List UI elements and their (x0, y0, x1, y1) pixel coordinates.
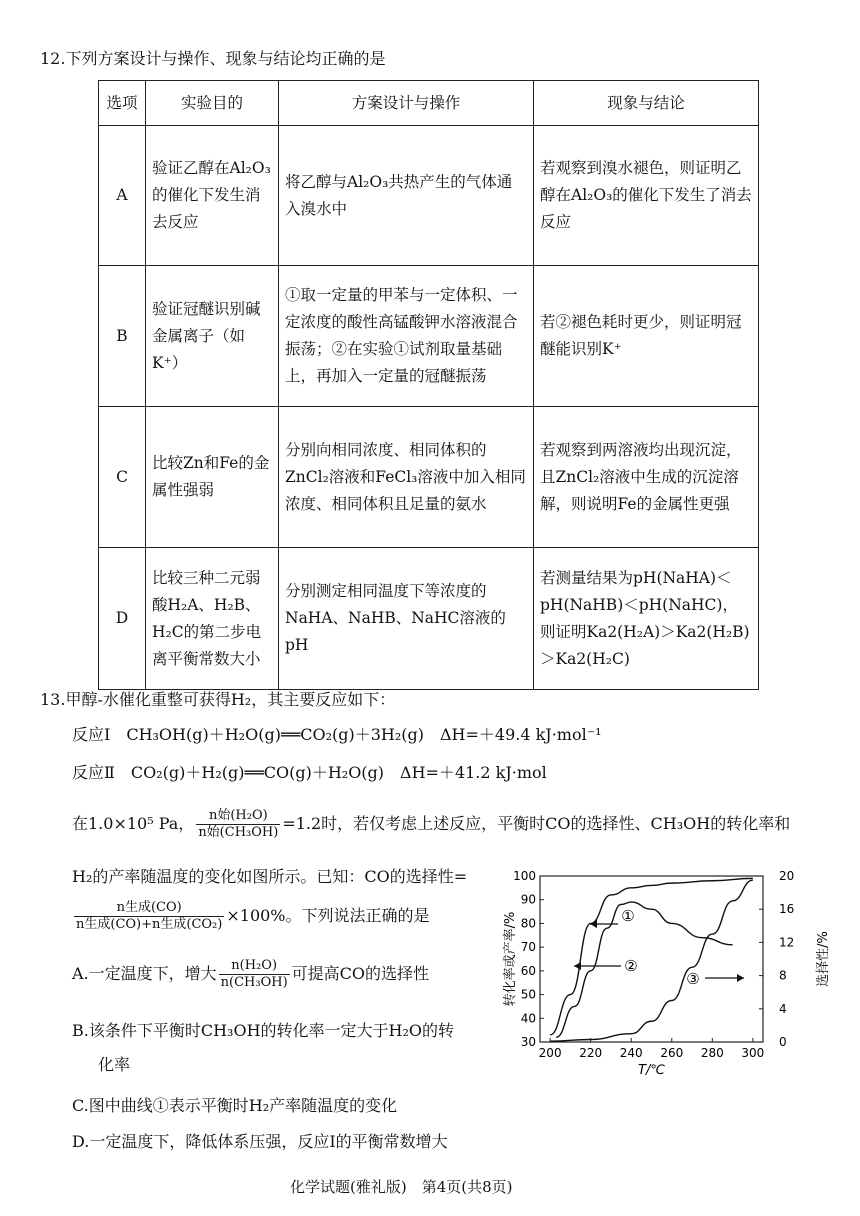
selectivity-denominator: n生成(CO)+n生成(CO₂) (76, 917, 223, 932)
reaction-2: 反应Ⅱ CO₂(g)＋H₂(g)══CO(g)＋H₂O(g) ΔH=＋41.2 kJ·mol (72, 763, 547, 782)
header-option: 选项 (99, 81, 146, 126)
curve-label-3: ③ (686, 970, 700, 988)
q13-stem: 13.甲醇-水催化重整可获得H₂，其主要反应如下： (40, 690, 396, 709)
experiment-table (98, 80, 759, 690)
condition-post: =1.2时，若仅考虑上述反应，平衡时CO的选择性、CH₃OH的转化率和 (282, 814, 791, 833)
x-tick-label: 200 (538, 1046, 562, 1060)
row-purpose: 比较Zn和Fe的金属性强弱 (146, 407, 279, 548)
y-left-tick-label: 30 (520, 1035, 536, 1049)
q12-stem: 12.下列方案设计与操作、现象与结论均正确的是 (40, 49, 386, 68)
y-right-tick-label: 20 (779, 869, 795, 883)
y-right-axis-label: 选择性/% (816, 931, 831, 987)
y-left-tick-label: 100 (513, 869, 536, 883)
header-purpose: 实验目的 (146, 81, 279, 126)
option-b-line2: 化率 (98, 1055, 131, 1074)
reaction-1: 反应Ⅰ CH₃OH(g)＋H₂O(g)══CO₂(g)＋3H₂(g) ΔH=＋49.4 kJ·mol⁻¹ (72, 725, 602, 744)
option-c[interactable]: C.图中曲线①表示平衡时H₂产率随温度的变化 (72, 1096, 398, 1115)
arrow-1-head (590, 920, 597, 928)
curve-label-2: ② (624, 957, 638, 975)
selectivity-formula (72, 900, 430, 933)
row-purpose: 验证冠醚识别碱金属离子（如K⁺） (146, 266, 279, 407)
curve-label-1: ① (621, 907, 635, 925)
y-right-tick-label: 0 (779, 1035, 787, 1049)
y-right-tick-label: 12 (779, 935, 795, 950)
row-option: C (99, 407, 146, 548)
temperature-chart (500, 858, 840, 1080)
row-result: 若②褪色耗时更少，则证明冠醚能识别K⁺ (534, 266, 759, 407)
ratio-numerator: n始(H₂O) (196, 808, 280, 825)
option-b-line1[interactable]: B.该条件下平衡时CH₃OH的转化率一定大于H₂O的转 (72, 1021, 455, 1040)
row-purpose: 比较三种二元弱酸H₂A、H₂B、H₂C的第二步电离平衡常数大小 (146, 548, 279, 690)
table-header-row (99, 81, 759, 126)
row-result: 若观察到两溶液均出现沉淀，且ZnCl₂溶液中生成的沉淀溶解，则说明Fe的金属性更强 (534, 407, 759, 548)
option-a-numerator: n(H₂O) (219, 958, 290, 975)
row-design: 分别向相同浓度、相同体积的ZnCl₂溶液和FeCl₃溶液中加入相同浓度、相同体积且足量的氨水 (279, 407, 534, 548)
y-left-tick-label: 60 (520, 963, 536, 978)
x-tick-label: 260 (660, 1046, 684, 1060)
series-line-2 (556, 902, 732, 1037)
header-result: 现象与结论 (534, 81, 759, 126)
series-line-1 (550, 878, 753, 1035)
selectivity-fraction (74, 900, 224, 933)
row-purpose: 验证乙醇在Al₂O₃的催化下发生消去反应 (146, 126, 279, 266)
row-option: B (99, 266, 146, 407)
ratio-fraction (196, 808, 280, 841)
arrow-2-head (574, 962, 581, 970)
row-option: A (99, 126, 146, 266)
y-left-tick-label: 40 (520, 1011, 536, 1026)
row-result: 若观察到溴水褪色，则证明乙醇在Al₂O₃的催化下发生了消去反应 (534, 126, 759, 266)
plot-frame (540, 876, 763, 1042)
selectivity-intro: H₂的产率随温度的变化如图所示。已知：CO的选择性= (72, 867, 468, 886)
selectivity-numerator: n生成(CO) (74, 900, 224, 917)
x-tick-label: 300 (741, 1046, 765, 1060)
y-left-tick-label: 90 (520, 892, 536, 907)
x-tick-label: 240 (619, 1046, 643, 1060)
x-tick-label: 220 (579, 1046, 603, 1060)
page-footer: 化学试题(雅礼版) 第4页(共8页) (290, 1178, 513, 1196)
option-a-denominator: n(CH₃OH) (220, 975, 288, 990)
option-a[interactable] (72, 958, 429, 991)
table-row (99, 407, 759, 548)
selectivity-post: ×100%。下列说法正确的是 (226, 906, 430, 925)
x-tick-label: 280 (700, 1046, 724, 1060)
header-design: 方案设计与操作 (279, 81, 534, 126)
row-result: 若测量结果为pH(NaHA)＜pH(NaHB)＜pH(NaHC)，则证明Ka2(H₂A)＞Ka2(H₂B)＞Ka2(H₂C) (534, 548, 759, 690)
option-a-pre: A.一定温度下，增大 (72, 964, 217, 983)
y-left-tick-label: 50 (520, 987, 536, 1002)
table-row (99, 266, 759, 407)
table-row (99, 126, 759, 266)
option-a-fraction (219, 958, 290, 991)
y-left-tick-label: 70 (520, 940, 536, 955)
chart-series (550, 878, 753, 1041)
option-d[interactable]: D.一定温度下，降低体系压强，反应Ⅰ的平衡常数增大 (72, 1132, 448, 1151)
row-design: 分别测定相同温度下等浓度的NaHA、NaHB、NaHC溶液的pH (279, 548, 534, 690)
table-row (99, 548, 759, 690)
y-right-tick-label: 4 (779, 1001, 787, 1016)
ratio-denominator: n始(CH₃OH) (198, 825, 279, 840)
condition-pre: 在1.0×10⁵ Pa， (72, 814, 195, 833)
row-design: 将乙醇与Al₂O₃共热产生的气体通入溴水中 (279, 126, 534, 266)
y-left-tick-label: 80 (520, 916, 536, 931)
arrow-3-head (737, 974, 744, 982)
chart-axes (502, 869, 831, 1078)
row-design: ①取一定量的甲苯与一定体积、一定浓度的酸性高锰酸钾水溶液混合振荡；②在实验①试剂取量基础上，再加入一定量的冠醚振荡 (279, 266, 534, 407)
y-right-tick-label: 8 (779, 968, 787, 983)
option-a-post: 可提高CO的选择性 (291, 964, 430, 983)
row-option: D (99, 548, 146, 690)
y-right-tick-label: 16 (779, 902, 795, 917)
y-left-axis-label: 转化率或产率/% (503, 911, 518, 1007)
x-axis-label: T/℃ (638, 1063, 665, 1078)
condition-line (72, 808, 790, 841)
